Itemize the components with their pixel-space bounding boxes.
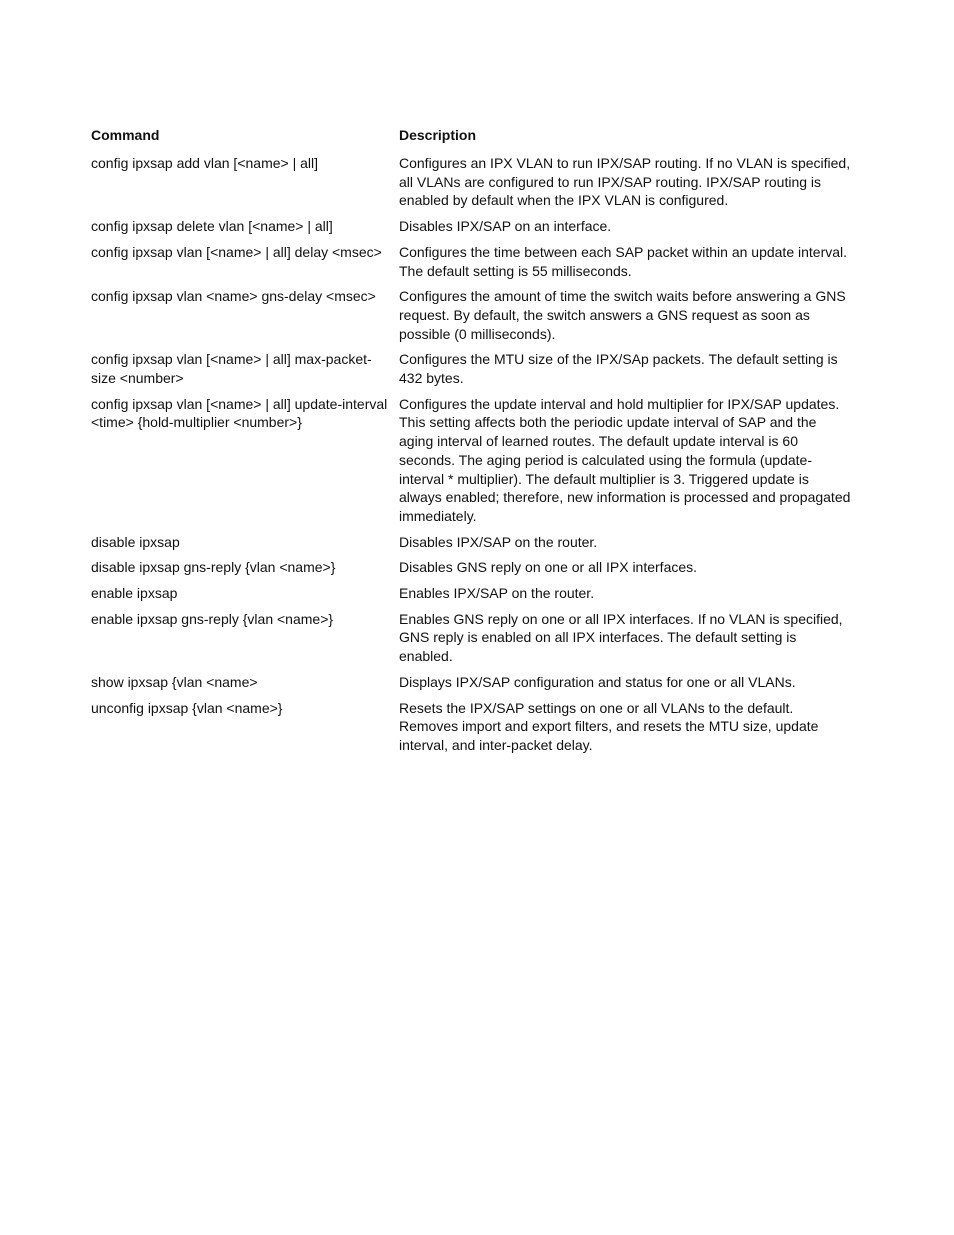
description-cell: Disables GNS reply on one or all IPX interfaces. [399,559,698,576]
table-row [91,154,851,217]
description-cell: Configures the time between each SAP packet within an update interval. The default setting is 55 milliseconds. [399,243,848,279]
description-cell: Enables IPX/SAP on the router. [399,585,595,602]
command-cell: disable ipxsap [91,533,180,550]
table-row [91,699,851,762]
command-cell: enable ipxsap [91,585,178,602]
command-cell: config ipxsap vlan <name> gns-delay <msec> [91,288,376,305]
command-table [91,126,851,762]
command-cell: enable ipxsap gns-reply {vlan <name>} [91,610,334,627]
command-cell: unconfig ipxsap {vlan <name>} [91,699,283,716]
description-cell: Configures the MTU size of the IPX/SAp packets. The default setting is 432 bytes. [399,351,838,387]
document-page [91,126,851,762]
table-row [91,610,851,673]
command-cell: show ipxsap {vlan <name> [91,673,258,690]
table-row [91,350,851,394]
description-cell: Resets the IPX/SAP settings on one or all VLANs to the default. Removes import and export filters, and resets the MTU size, update interval, and inter-packet delay. [399,699,819,753]
table-row [91,217,851,243]
description-cell: Disables IPX/SAP on an interface. [399,218,612,235]
description-column-header: Description [399,127,477,143]
table-row [91,287,851,350]
table-row [91,395,851,533]
table-row [91,558,851,584]
description-cell: Displays IPX/SAP configuration and status for one or all VLANs. [399,673,796,690]
table-row [91,673,851,699]
description-cell: Configures the update interval and hold multiplier for IPX/SAP updates. This setting affects both the periodic update interval of SAP and the aging interval of learned routes. The default update interval is 60 seconds. The aging period is calculated using the formula (update-interval * multiplier). The default multiplier is 3. Triggered update is always enabled; therefore, new information is processed and propagated immediately. [399,395,851,524]
table-header-row [91,126,851,154]
table-row [91,533,851,559]
table-row [91,584,851,610]
description-cell: Disables IPX/SAP on the router. [399,533,598,550]
command-cell: config ipxsap vlan [<name> | all] delay <msec> [91,243,382,260]
description-cell: Configures the amount of time the switch waits before answering a GNS request. By default, the switch answers a GNS request as soon as possible (0 milliseconds). [399,288,846,342]
command-cell: config ipxsap vlan [<name> | all] max-packet-size <number> [91,351,372,387]
command-column-header: Command [91,127,160,143]
table-row [91,243,851,287]
command-cell: config ipxsap vlan [<name> | all] update-interval <time> {hold-multiplier <number>} [91,395,388,431]
description-cell: Enables GNS reply on one or all IPX interfaces. If no VLAN is specified, GNS reply is enabled on all IPX interfaces. The default setting is enabled. [399,610,843,665]
command-cell: config ipxsap add vlan [<name> | all] [91,155,319,171]
command-cell: config ipxsap delete vlan [<name> | all] [91,218,333,235]
description-cell: Configures an IPX VLAN to run IPX/SAP routing. If no VLAN is specified, all VLANs are configured to run IPX/SAP routing. IPX/SAP routing is enabled by default when the IPX VLAN is configured. [399,155,851,209]
command-cell: disable ipxsap gns-reply {vlan <name>} [91,559,336,576]
